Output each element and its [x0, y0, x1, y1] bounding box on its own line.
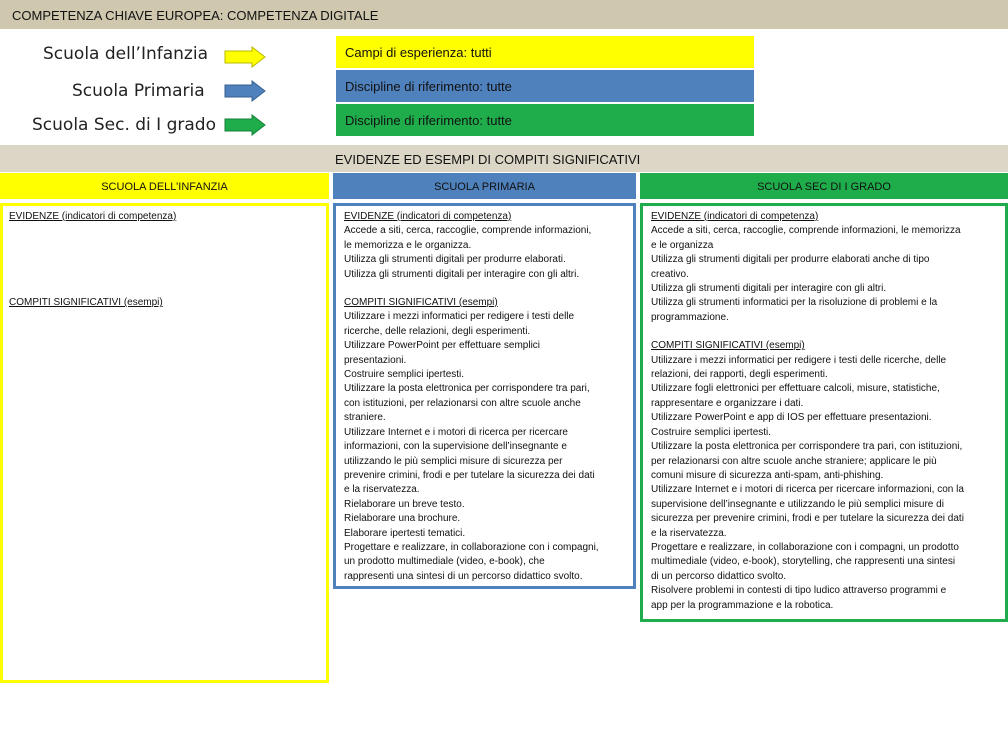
text-line: Accede a siti, cerca, raccoglie, comprende informazioni,: [344, 225, 592, 237]
text-line: comuni misure di sicurezza anti-spam, anti-phishing.: [651, 469, 884, 481]
text-line: Utilizzare i mezzi informatici per redigere i testi delle ricerche, delle: [651, 354, 947, 366]
text-line: creativo.: [651, 268, 689, 280]
text-line: ricerche, delle relazioni, degli esperimenti.: [344, 325, 531, 337]
text-line: di un percorso didattico svolto.: [651, 570, 787, 582]
column-secondaria: [640, 203, 1008, 622]
top-header: [0, 0, 1008, 29]
legend-text-infanzia: Campi di esperienza: tutti: [345, 45, 492, 60]
right-arrow-icon: [224, 80, 266, 102]
column-primaria: [333, 203, 636, 589]
text-line: e la riservatezza.: [344, 484, 420, 496]
text-line: Progettare e realizzare, in collaborazione con i compagni, un prodotto: [651, 541, 959, 553]
school-label-infanzia: Scuola dell’Infanzia: [43, 44, 208, 64]
text-line: rappresenti una sintesi di un percorso didattico svolto.: [344, 570, 583, 582]
text-line: Utilizzare PowerPoint e app di IOS per effettuare presentazioni.: [651, 412, 932, 424]
tasks-title-secondaria: COMPITI SIGNIFICATIVI (esempi): [651, 340, 805, 352]
evidence-title-infanzia: EVIDENZE (indicatori di competenza): [9, 211, 177, 222]
text-line: rappresentare e organizzare i dati.: [651, 397, 804, 409]
legend-box-infanzia: [336, 36, 754, 68]
text-line: Utilizzare i mezzi informatici per redigere i testi delle: [344, 311, 575, 323]
text-line: Utilizzare Internet e i motori di ricerca per ricercare informazioni, con la: [651, 484, 964, 496]
tasks-list-secondaria: [651, 354, 999, 613]
school-label-secondaria: Scuola Sec. di I grado: [32, 115, 216, 135]
legend-box-secondaria: [336, 104, 754, 136]
text-line: Utilizzare fogli elettronici per effettuare calcoli, misure, statistiche,: [651, 383, 940, 395]
text-line: supervisione dell’insegnante e utilizzando le più semplici misure di: [651, 498, 944, 510]
right-arrow-icon: [224, 114, 266, 136]
text-line: Utilizza gli strumenti digitali per produrre elaborati.: [344, 254, 566, 266]
column-header-infanzia: [0, 173, 329, 199]
text-line: Utilizzare PowerPoint per effettuare semplici: [344, 340, 541, 352]
text-line: app per la programmazione e la robotica.: [651, 599, 834, 611]
evidence-title-primaria: EVIDENZE (indicatori di competenza): [344, 211, 512, 222]
text-line: Costruire semplici ipertesti.: [344, 369, 465, 381]
text-line: prevenire crimini, frodi e per tutelare la sicurezza dei dati: [344, 469, 595, 481]
legend-box-primaria: [336, 70, 754, 102]
text-line: Elaborare ipertesti tematici.: [344, 527, 466, 539]
text-line: multimediale (video, e-book), storytelling, che rappresenti una sintesi: [651, 556, 956, 568]
legend-text-secondaria: Discipline di riferimento: tutte: [345, 113, 512, 128]
evidence-title-secondaria: EVIDENZE (indicatori di competenza): [651, 211, 819, 222]
text-line: Utilizza gli strumenti digitali per interagire con gli altri.: [651, 283, 887, 295]
tasks-list-primaria: [344, 310, 627, 584]
text-line: Utilizza gli strumenti digitali per produrre elaborati anche di tipo: [651, 254, 930, 266]
column-header-primaria: [333, 173, 636, 199]
evidence-list-primaria: [344, 224, 627, 282]
text-line: e la riservatezza.: [651, 527, 727, 539]
column-header-secondaria: [640, 173, 1008, 199]
text-line: Utilizzare Internet e i motori di ricerca per ricercare: [344, 426, 568, 438]
text-line: per relazionarsi con altre scuole anche straniere; applicare le più: [651, 455, 937, 467]
text-line: Rielaborare un breve testo.: [344, 498, 465, 510]
text-line: Utilizzare la posta elettronica per corrispondere tra pari,: [344, 383, 590, 395]
text-line: Risolvere problemi in contesti di tipo ludico attraverso programmi e: [651, 585, 947, 597]
text-line: Progettare e realizzare, in collaborazione con i compagni,: [344, 541, 599, 553]
text-line: programmazione.: [651, 311, 729, 323]
right-arrow-icon: [224, 46, 266, 68]
tasks-title-infanzia: COMPITI SIGNIFICATIVI (esempi): [9, 297, 163, 309]
text-line: con istituzioni, per relazionarsi con altre scuole anche: [344, 397, 581, 409]
evidence-banner: [0, 145, 1008, 172]
text-line: sicurezza per prevenire crimini, frodi e per tutelare la sicurezza dei dati: [651, 513, 964, 525]
legend-text-primaria: Discipline di riferimento: tutte: [345, 79, 512, 94]
text-line: relazioni, dei rapporti, degli esperimenti.: [651, 369, 828, 381]
text-line: Accede a siti, cerca, raccoglie, comprende informazioni, le memorizza: [651, 225, 961, 237]
text-line: Utilizzare la posta elettronica per corrispondere tra pari, con istituzioni,: [651, 441, 963, 453]
school-label-primaria: Scuola Primaria: [72, 81, 205, 101]
column-header-primaria-label: SCUOLA PRIMARIA: [434, 181, 535, 193]
tasks-title-primaria: COMPITI SIGNIFICATIVI (esempi): [344, 297, 498, 309]
text-line: un prodotto multimediale (video, e-book), che: [344, 556, 545, 568]
text-line: presentazioni.: [344, 354, 407, 366]
text-line: Rielaborare una brochure.: [344, 513, 461, 525]
text-line: le memorizza e le organizza.: [344, 239, 472, 251]
text-line: Costruire semplici ipertesti.: [651, 426, 772, 438]
column-infanzia: [0, 203, 329, 683]
text-line: Utilizza gli strumenti informatici per la risoluzione di problemi e la: [651, 297, 938, 309]
banner-title: EVIDENZE ED ESEMPI DI COMPITI SIGNIFICATIVI: [335, 152, 641, 167]
evidence-list-secondaria: [651, 224, 999, 325]
column-header-infanzia-label: SCUOLA DELL’INFANZIA: [101, 181, 228, 193]
text-line: e le organizza: [651, 239, 714, 251]
page-title: COMPETENZA CHIAVE EUROPEA: COMPETENZA DIGITALE: [12, 8, 379, 23]
text-line: informazioni, con la supervisione dell’insegnante e: [344, 441, 567, 453]
text-line: Utilizza gli strumenti digitali per interagire con gli altri.: [344, 268, 580, 280]
text-line: straniere.: [344, 412, 386, 424]
text-line: utilizzando le più semplici misure di sicurezza per: [344, 455, 563, 467]
column-header-secondaria-label: SCUOLA SEC DI I GRADO: [757, 181, 891, 193]
